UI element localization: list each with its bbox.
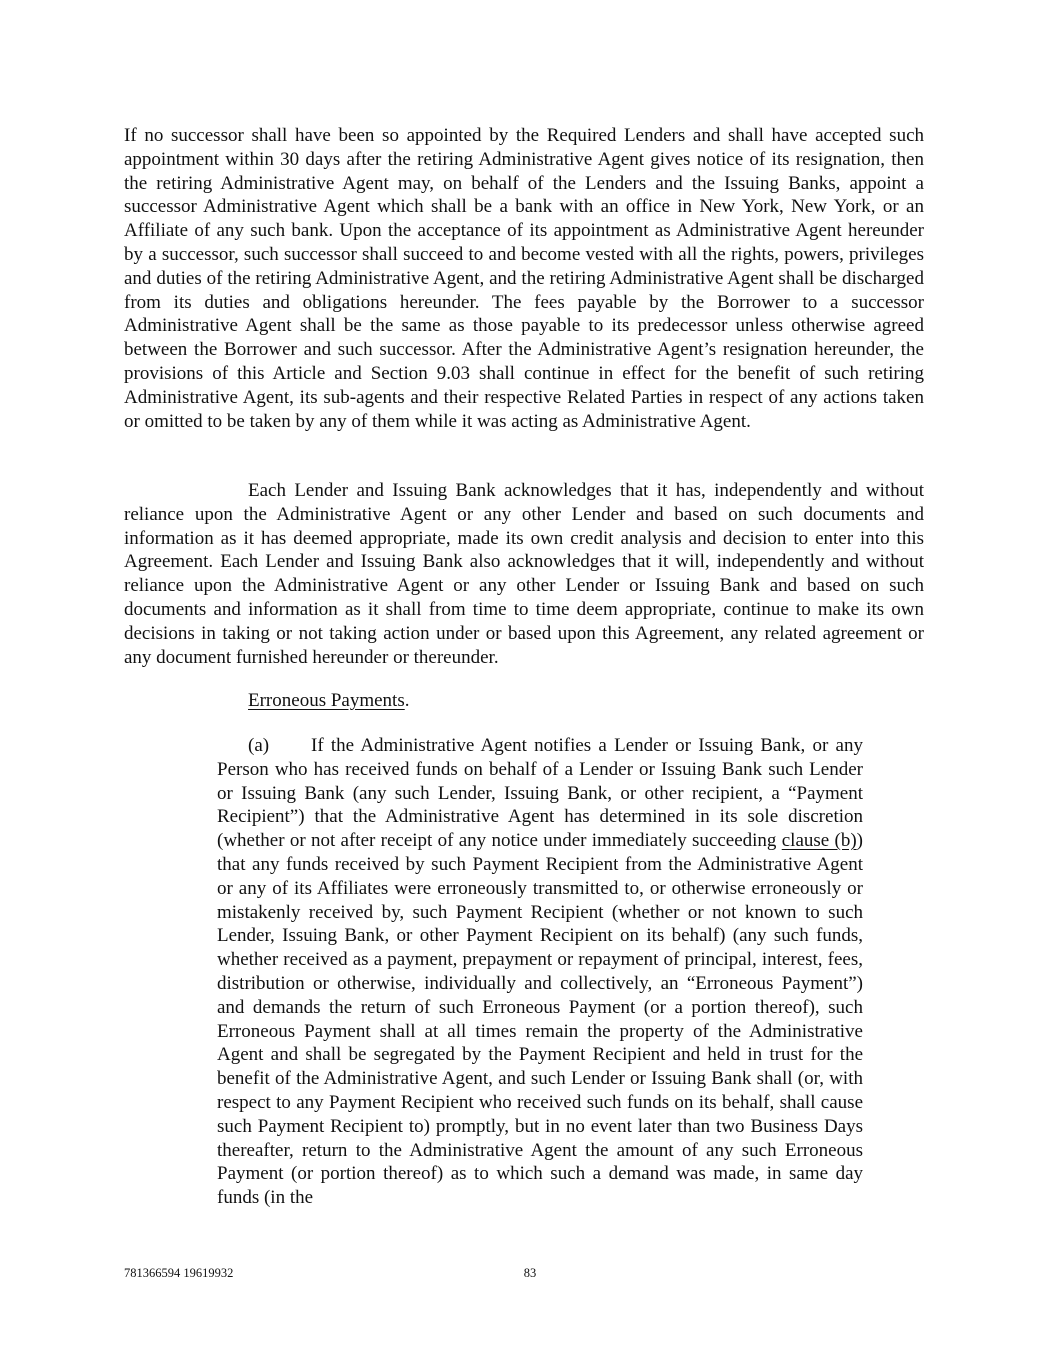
clause-marker: (a) <box>248 735 270 756</box>
section-heading-punct: . <box>404 690 410 711</box>
footer-document-id: 781366594 19619932 <box>124 1266 234 1280</box>
paragraph-successor-appointment: If no successor shall have been so appointed by the Required Lenders and shall have accepted such appointment within 30 days after the retiring Administrative Agent gives notice of its resignation, then the retiring Administrative Agent may, on behalf of the Lenders and the Issuing Banks, appoint a successor Administrative Agent which shall be a bank with an office in New York, New York, or an Affiliate of any such bank. Upon the acceptance of its appointment as Administrative Agent hereunder by a successor, such successor shall succeed to and become vested with all the rights, powers, privileges and duties of the retiring Administrative Agent, and the retiring Administrative Agent shall be discharged from its duties and obligations hereunder. The fees payable by the Borrower to a successor Administrative Agent shall be the same as those payable to its predecessor unless otherwise agreed between the Borrower and such successor. After the Administrative Agent’s resignation hereunder, the provisions of this Article and Section 9.03 shall continue in effect for the benefit of such retiring Administrative Agent, its sub-agents and their respective Related Parties in respect of any actions taken or omitted to be taken by any of them while it was acting as Administrative Agent. <box>124 125 924 432</box>
paragraph-lender-acknowledgement: Each Lender and Issuing Bank acknowledges that it has, independently and without reliance upon the Administrative Agent or any other Lender and based on such documents and information as it has deemed appropriate, made its own credit analysis and decision to enter into this Agreement. Each Lender and Issuing Bank also acknowledges that it will, independently and without reliance upon the Administrative Agent or any other Lender or Issuing Bank and based on such documents and information as it shall from time to time deem appropriate, continue to make its own decisions in taking or not taking action under or based upon this Agreement, any related agreement or any document furnished hereunder or thereunder. <box>124 480 924 668</box>
clause-a-paragraph <box>217 734 863 1210</box>
section-heading-title: Erroneous Payments <box>248 690 405 711</box>
clause-a-text-after: ) that any funds received by such Payment Recipient from the Administrative Agent or any of its Affiliates were erroneously transmitted to, or otherwise erroneously or mistakenly received by, such Payment Recipient (whether or not known to such Lender, Issuing Bank, or other Payment Recipient on its behalf) (any such funds, whether received as a payment, prepayment or repayment of principal, interest, fees, distribution or otherwise, individually and collectively, an “Erroneous Payment”) and demands the return of such Erroneous Payment (or a portion thereof), such Erroneous Payment shall at all times remain the property of the Administrative Agent and shall be segregated by the Payment Recipient and held in trust for the benefit of the Administrative Agent, and such Lender or Issuing Bank shall (or, with respect to any Payment Recipient who received such funds on its behalf, shall cause such Payment Recipient to) promptly, but in no event later than two Business Days thereafter, return to the Administrative Agent the amount of any such Erroneous Payment (or portion thereof) as to which such a demand was made, in same day funds (in the <box>217 830 863 1209</box>
section-heading <box>248 689 648 713</box>
footer-page-number: 83 <box>523 1266 537 1280</box>
clause-b-reference: clause (b) <box>781 830 857 852</box>
clause-a-text-before: If the Administrative Agent notifies a Lender or Issuing Bank, or any Person who has received funds on behalf of a Lender or Issuing Bank such Lender or Issuing Bank (any such Lender, Issuing Bank, or other recipient, a “Payment Recipient”) that the Administrative Agent has determined in its sole discretion (whether or not after receipt of any notice under immediately succeeding <box>217 735 863 852</box>
